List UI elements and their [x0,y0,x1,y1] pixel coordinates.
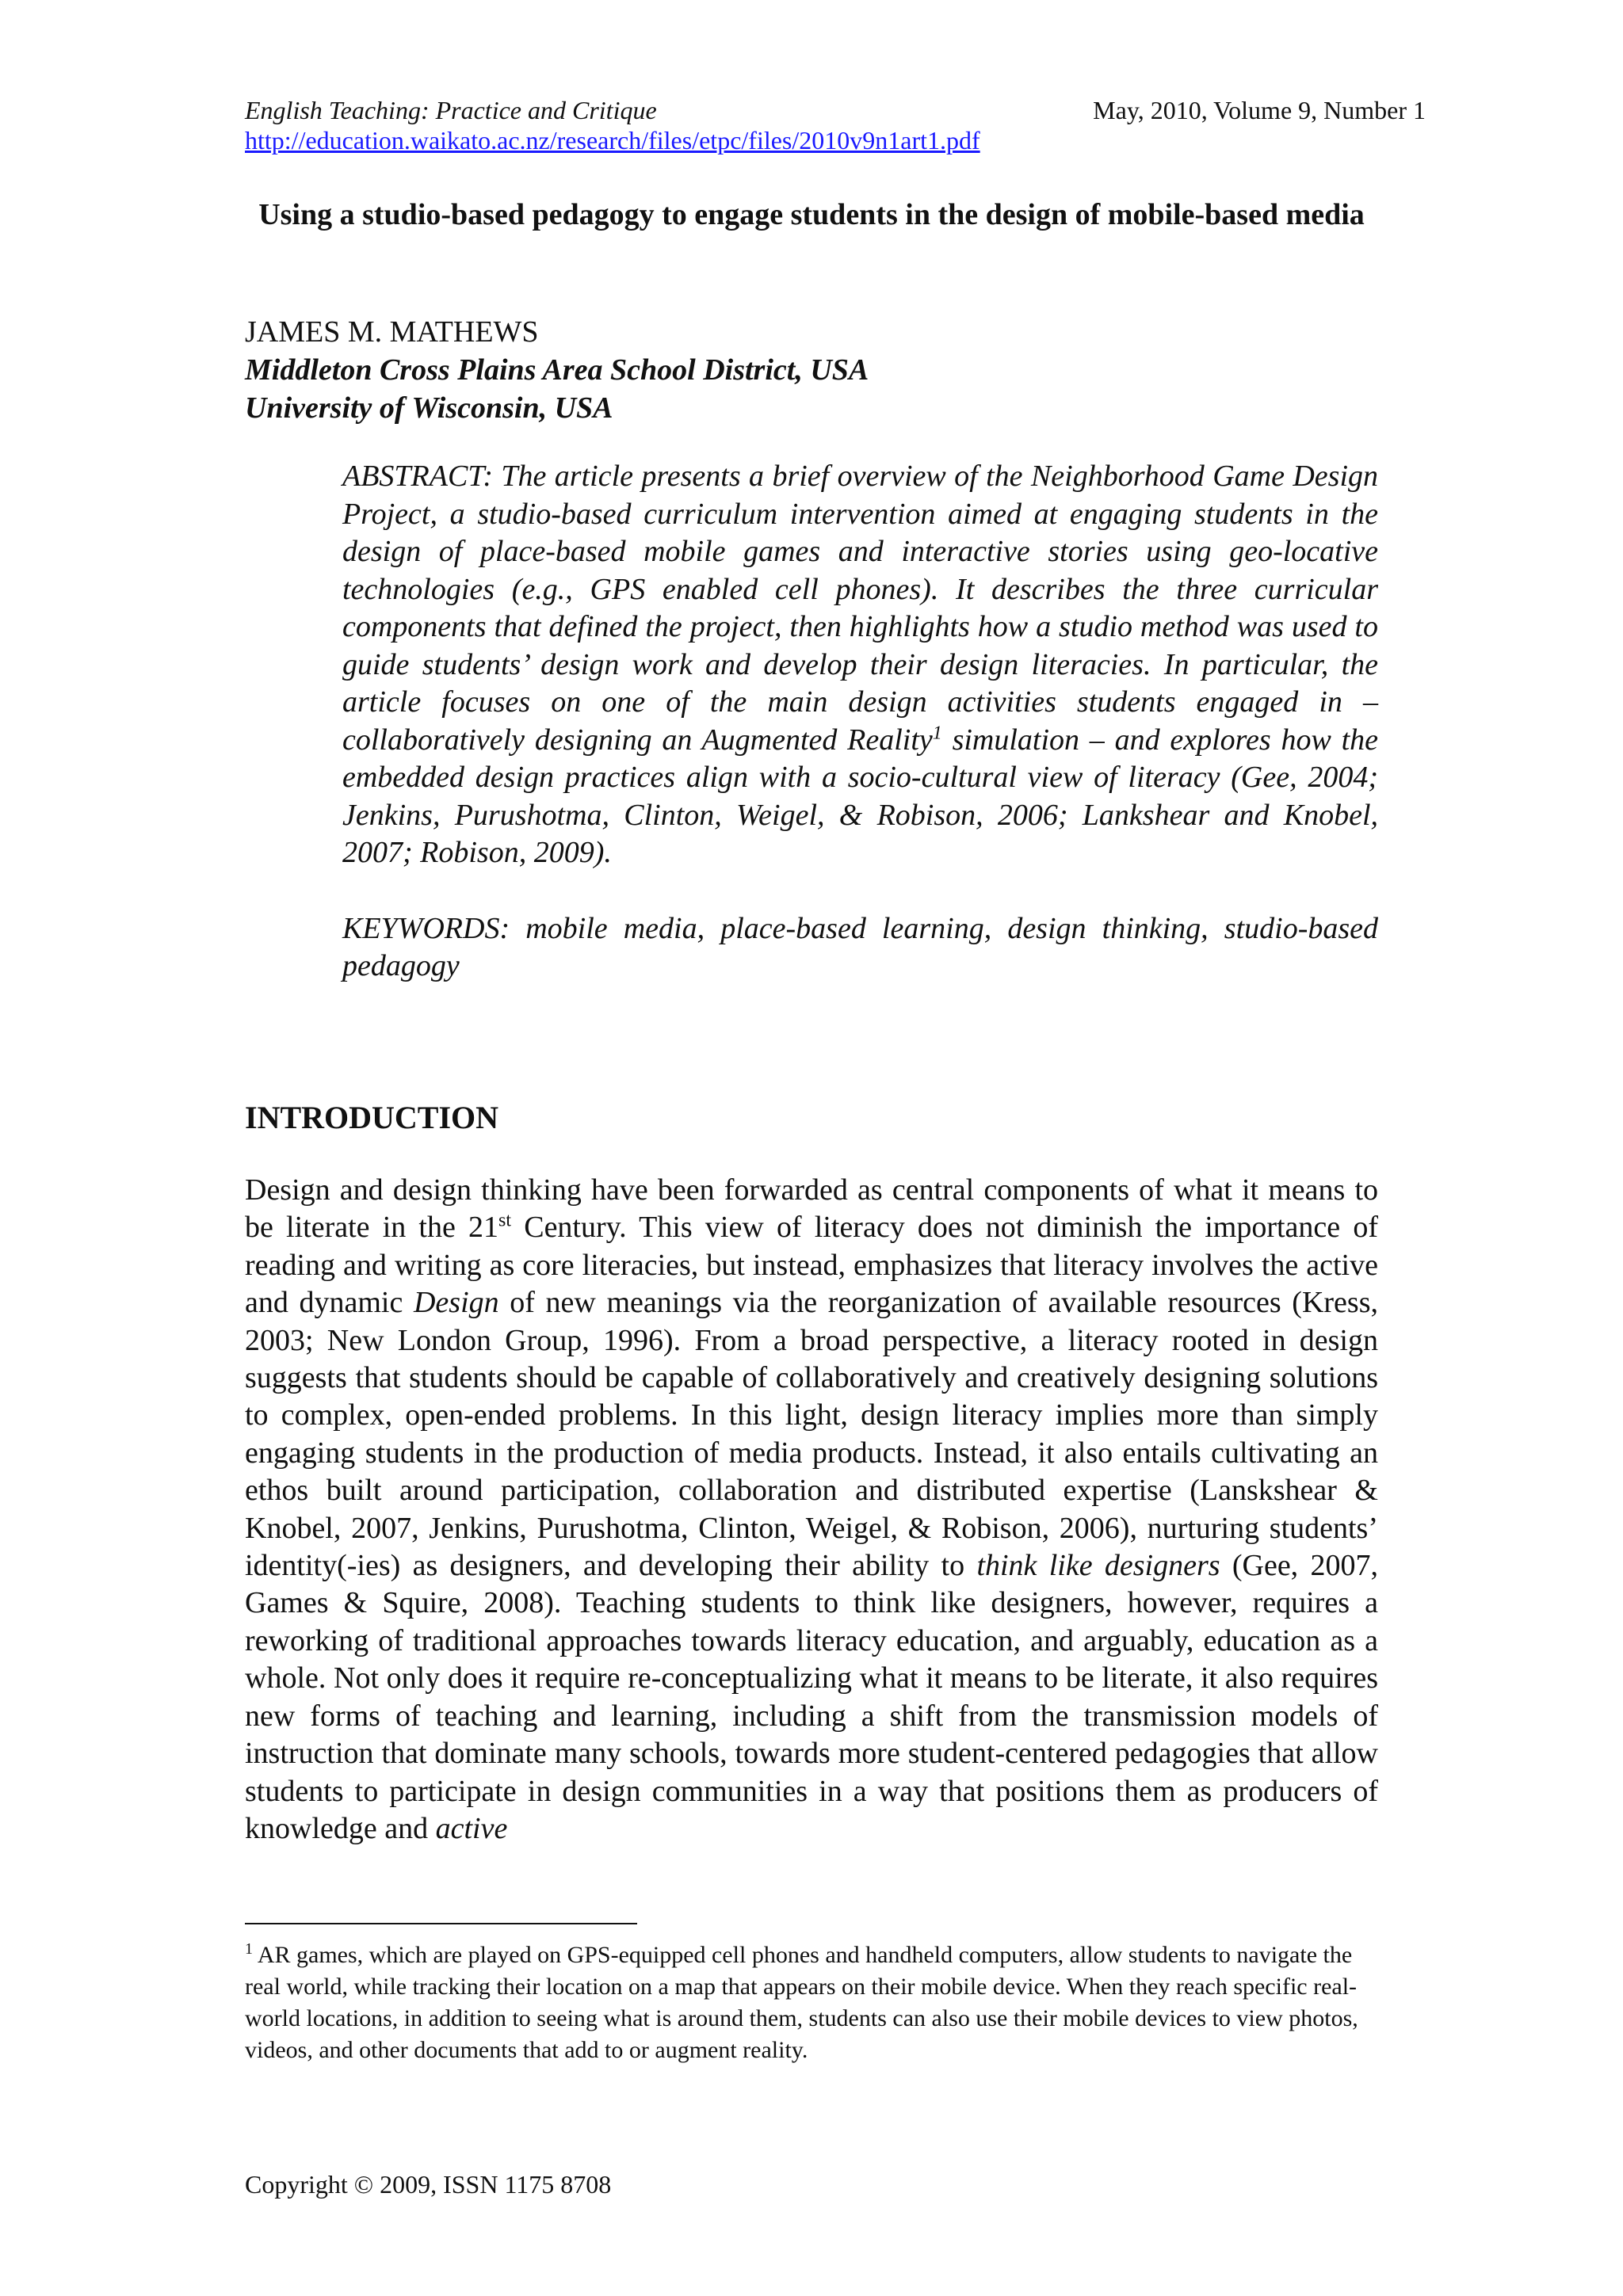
footnote [245,1939,1378,2066]
ordinal-superscript: st [498,1210,512,1231]
text-run: Century. This view of literacy does not diminish the importance of reading and writing as core literacies, but instead, emphasizes that literacy involves the active and dynamic [245,1211,1378,1320]
footnote-marker: 1 [932,722,942,743]
text-run: Design and design thinking have been forwarded as central components of what it means to be literate in the 21 [245,1173,1378,1245]
text-run: (Gee, 2007, Games & Squire, 2008). Teaching students to think like designers, however, requires a reworking of traditional approaches towards literacy education, and arguably, education as a whole. Not only does it require re-conceptualizing what it means to be literate, it also requires new forms of teaching and learning, including a shift from the transmission models of instruction that dominate many schools, towards more student-centered pedagogies that allow students to participate in design communities in a way that positions them as producers of knowledge and [245,1549,1378,1845]
author-name: JAMES M. MATHEWS [245,315,539,349]
article-url-link[interactable]: http://education.waikato.ac.nz/research/files/etpc/files/2010v9n1art1.pdf [245,126,980,154]
introduction-paragraph [245,1172,1378,1848]
emphasis-think-like-designers: think like designers [976,1549,1220,1583]
journal-name: English Teaching: Practice and Critique [245,96,657,124]
section-heading-introduction: INTRODUCTION [245,1100,499,1135]
emphasis-active: active [435,1811,508,1845]
abstract-text-part-1: ABSTRACT: The article presents a brief overview of the Neighborhood Game Design Project, a studio-based curriculum intervention aimed at engaging students in the design of place-based mobile games and interactive stories using geo-locative technologies (e.g., GPS enabled cell phones). It describes the three curricular components that defined the project, then highlights how a studio method was used to guide students’ design work and develop their design literacies. In particular, the article focuses on one of the main design activities students engaged in – collaboratively designing an Augmented Reality [342,460,1378,757]
author-block [245,313,869,427]
article-title: Using a studio-based pedagogy to engage students in the design of mobile-based media [258,198,1365,231]
footnote-number: 1 [245,1940,253,1958]
abstract-text-part-2: simulation – and explores how the embedded design practices align with a socio-cultural view of literacy (Gee, 2004; Jenkins, Purushotma, Clinton, Weigel, & Robison, 2006; Lankshear and Knobel, 2007; Robison, 2009). [342,723,1378,869]
author-affiliation-1: Middleton Cross Plains Area School District, USA [245,353,869,387]
copyright-notice: Copyright © 2009, ISSN 1175 8708 [245,2170,612,2199]
author-affiliation-2: University of Wisconsin, USA [245,391,613,425]
footnote-divider [245,1923,637,1924]
footnote-text [245,1939,1378,2066]
introduction-body [245,1172,1378,1848]
footnote-body: AR games, which are played on GPS-equipped cell phones and handheld computers, allow students to navigate the real world, while tracking their location on a map that appears on their mobile device. When they reach specific real-world locations, in addition to seeing what is around them, students can also use their mobile devices to view photos, videos, and other documents that add to or augment reality. [245,1942,1358,2063]
issue-info: May, 2010, Volume 9, Number 1 [1093,96,1426,124]
abstract-text [342,458,1378,872]
text-run: of new meanings via the reorganization of available resources (Kress, 2003; New London Group, 1996). From a broad perspective, a literacy rooted in design suggests that students should be capable of collaboratively and creatively designing solutions to complex, open-ended problems. In this light, design literacy implies more than simply engaging students in the production of media products. Instead, it also entails cultivating an ethos built around participation, collaboration and distributed expertise (Lanskshear & Knobel, 2007, Jenkins, Purushotma, Clinton, Weigel, & Robison, 2006), nurturing students’ identity(-ies) as designers, and developing their ability to [245,1286,1378,1583]
emphasis-design: Design [413,1286,499,1320]
keywords: KEYWORDS: mobile media, place-based learning, design thinking, studio-based pedagogy [342,911,1378,982]
running-header [245,95,1426,155]
abstract-block [342,458,1378,986]
